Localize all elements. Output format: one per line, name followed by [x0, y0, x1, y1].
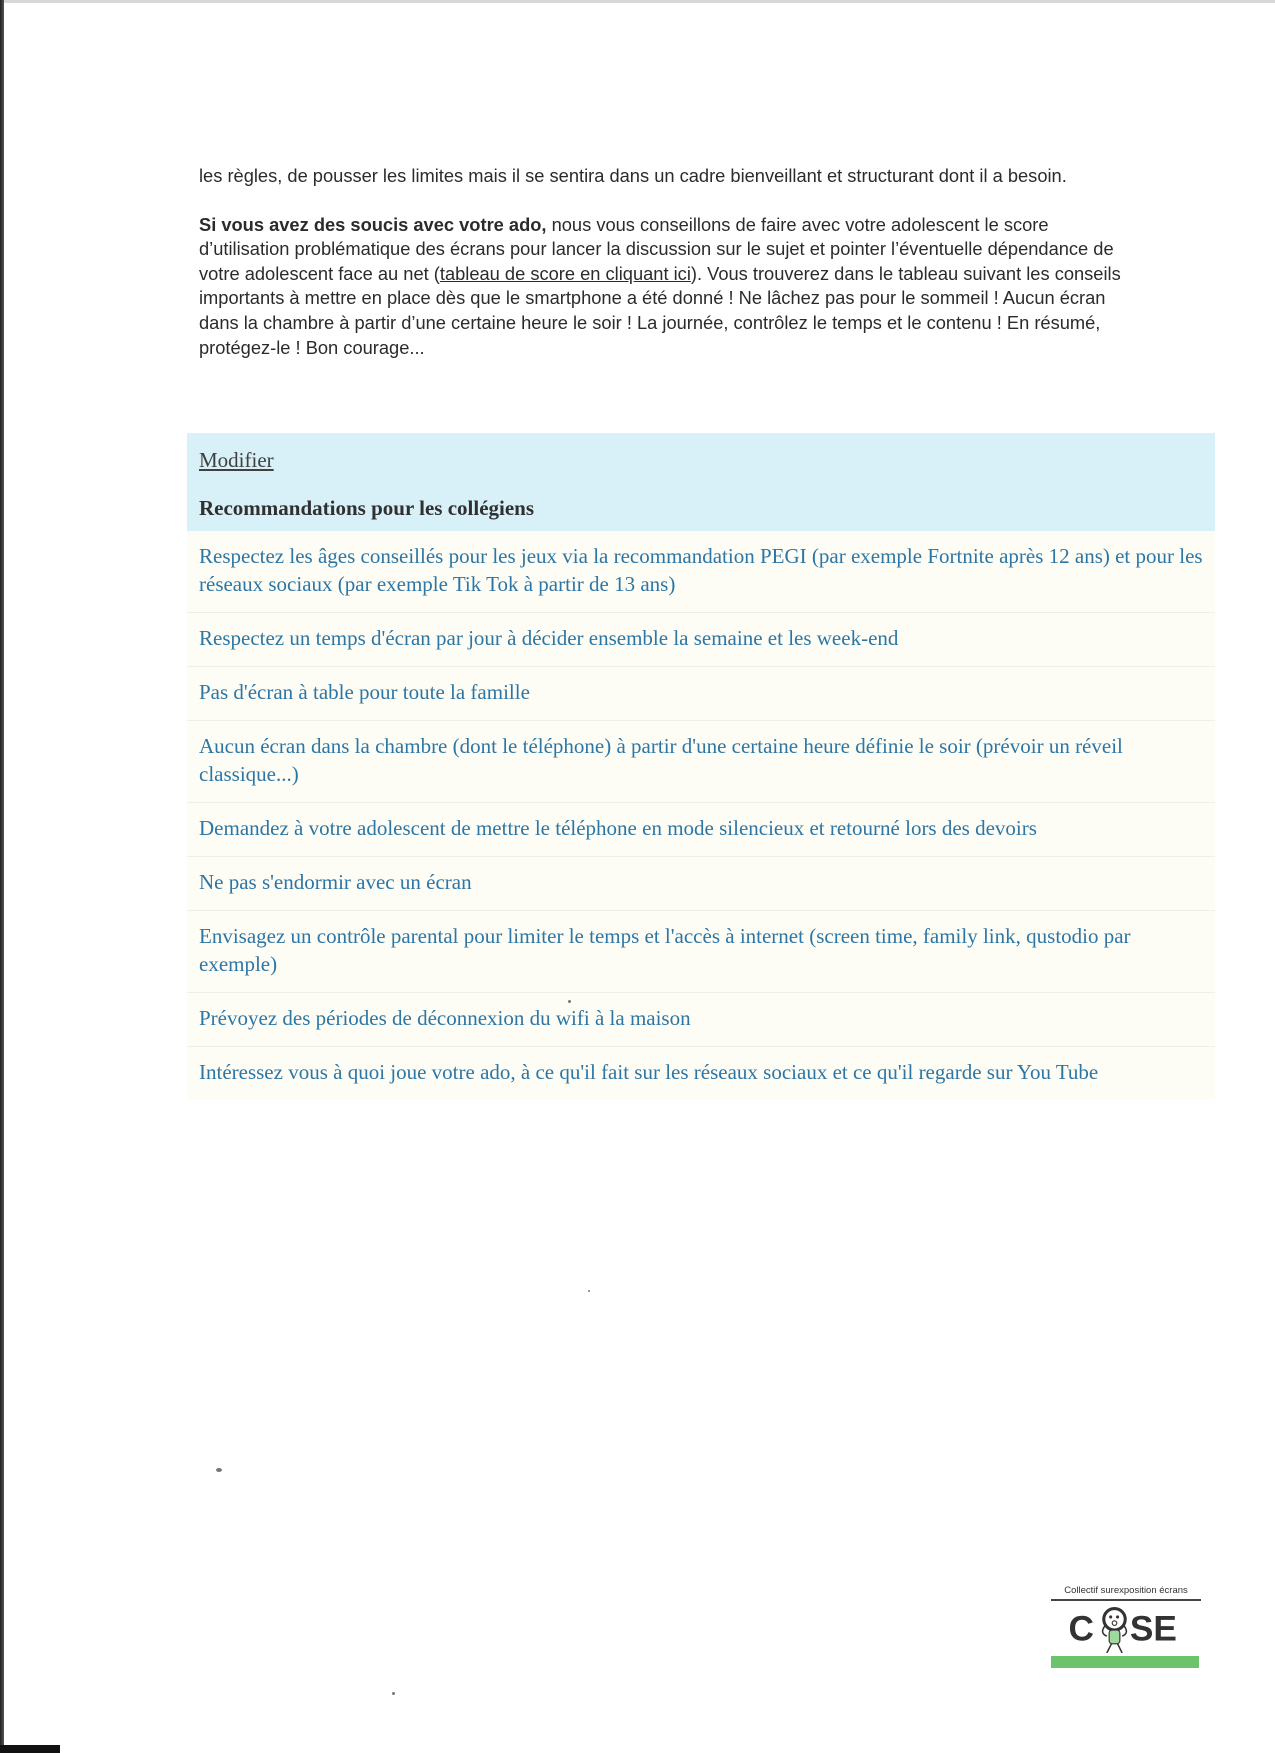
score-table-link[interactable]: tableau de score en cliquant ici [439, 262, 691, 284]
recommendation-item: Pas d'écran à table pour toute la famille [187, 667, 1215, 721]
intro-paragraph-2-after-link: ). Vous trouverez dans le tableau suivant les conseils importants à mettre en place dès que le smartphone a été donné ! Ne lâchez pas pour le sommeil ! Aucun écran dans la chambre à partir d’une certaine heure le soir ! La journée, contrôlez le temps et le contenu ! En résumé, protégez-le ! Bon courage... [199, 262, 1121, 358]
scan-edge-bottom [0, 1745, 60, 1753]
recommendation-item: Demandez à votre adolescent de mettre le téléphone en mode silencieux et retourné lors des devoirs [187, 803, 1215, 857]
modify-link[interactable]: Modifier [199, 448, 274, 472]
recommendation-item: Prévoyez des périodes de déconnexion du wifi à la maison [187, 993, 1215, 1047]
logo-wordmark [1051, 1607, 1201, 1653]
intro-text [199, 164, 1129, 360]
intro-paragraph-2-bold: Si vous avez des soucis avec votre ado, [199, 213, 547, 235]
intro-paragraph-1: les règles, de pousser les limites mais il se sentira dans un cadre bienveillant et structurant dont il a besoin. [199, 165, 1067, 186]
panel-title: Recommandations pour les collégiens [199, 496, 535, 520]
recommendations-panel [187, 433, 1215, 1100]
logo-caption: Collectif surexposition écrans [1051, 1585, 1201, 1601]
scan-speck [568, 1000, 571, 1003]
recommendation-item: Intéressez vous à quoi joue votre ado, à ce qu'il fait sur les réseaux sociaux et ce qu'il regarde sur You Tube [199, 1060, 1099, 1084]
recommendation-item: Aucun écran dans la chambre (dont le téléphone) à partir d'une certaine heure définie le soir (prévoir un réveil classique...) [187, 721, 1215, 803]
recommendation-item: Ne pas s'endormir avec un écran [187, 857, 1215, 911]
logo-green-bar [1051, 1656, 1199, 1668]
intro-paragraph-2 [199, 213, 1129, 361]
recommendation-item: Envisagez un contrôle parental pour limiter le temps et l'accès à internet (screen time, family link, qustodio par exemple) [187, 911, 1215, 993]
logo-letters-se: SE [1129, 1609, 1177, 1649]
scan-speck [588, 1290, 590, 1292]
panel-header [187, 433, 1215, 531]
recommendation-item: Respectez un temps d'écran par jour à décider ensemble la semaine et les week-end [187, 613, 1215, 667]
recommendations-list [187, 531, 1215, 1100]
scan-edge-top [0, 0, 1275, 3]
recommendation-item: Respectez les âges conseillés pour les jeux via la recommandation PEGI (par exemple Fortnite après 12 ans) et pour les réseaux sociaux (par exemple Tik Tok à partir de 13 ans) [187, 531, 1215, 613]
logo-letter-c: C [1068, 1609, 1094, 1649]
stick-figure-icon [1103, 1609, 1127, 1653]
scan-speck [392, 1692, 395, 1695]
scan-edge-left [0, 0, 4, 1753]
cose-logo [1051, 1585, 1201, 1675]
scan-speck [216, 1468, 222, 1472]
intro-paragraph-2-before-link: nous vous conseillons de faire avec votre adolescent le score d’utilisation problématique des écrans pour lancer la discussion sur le sujet et pointer l’éventuelle dépendance de votre adolescent face au net ( [199, 213, 1114, 284]
